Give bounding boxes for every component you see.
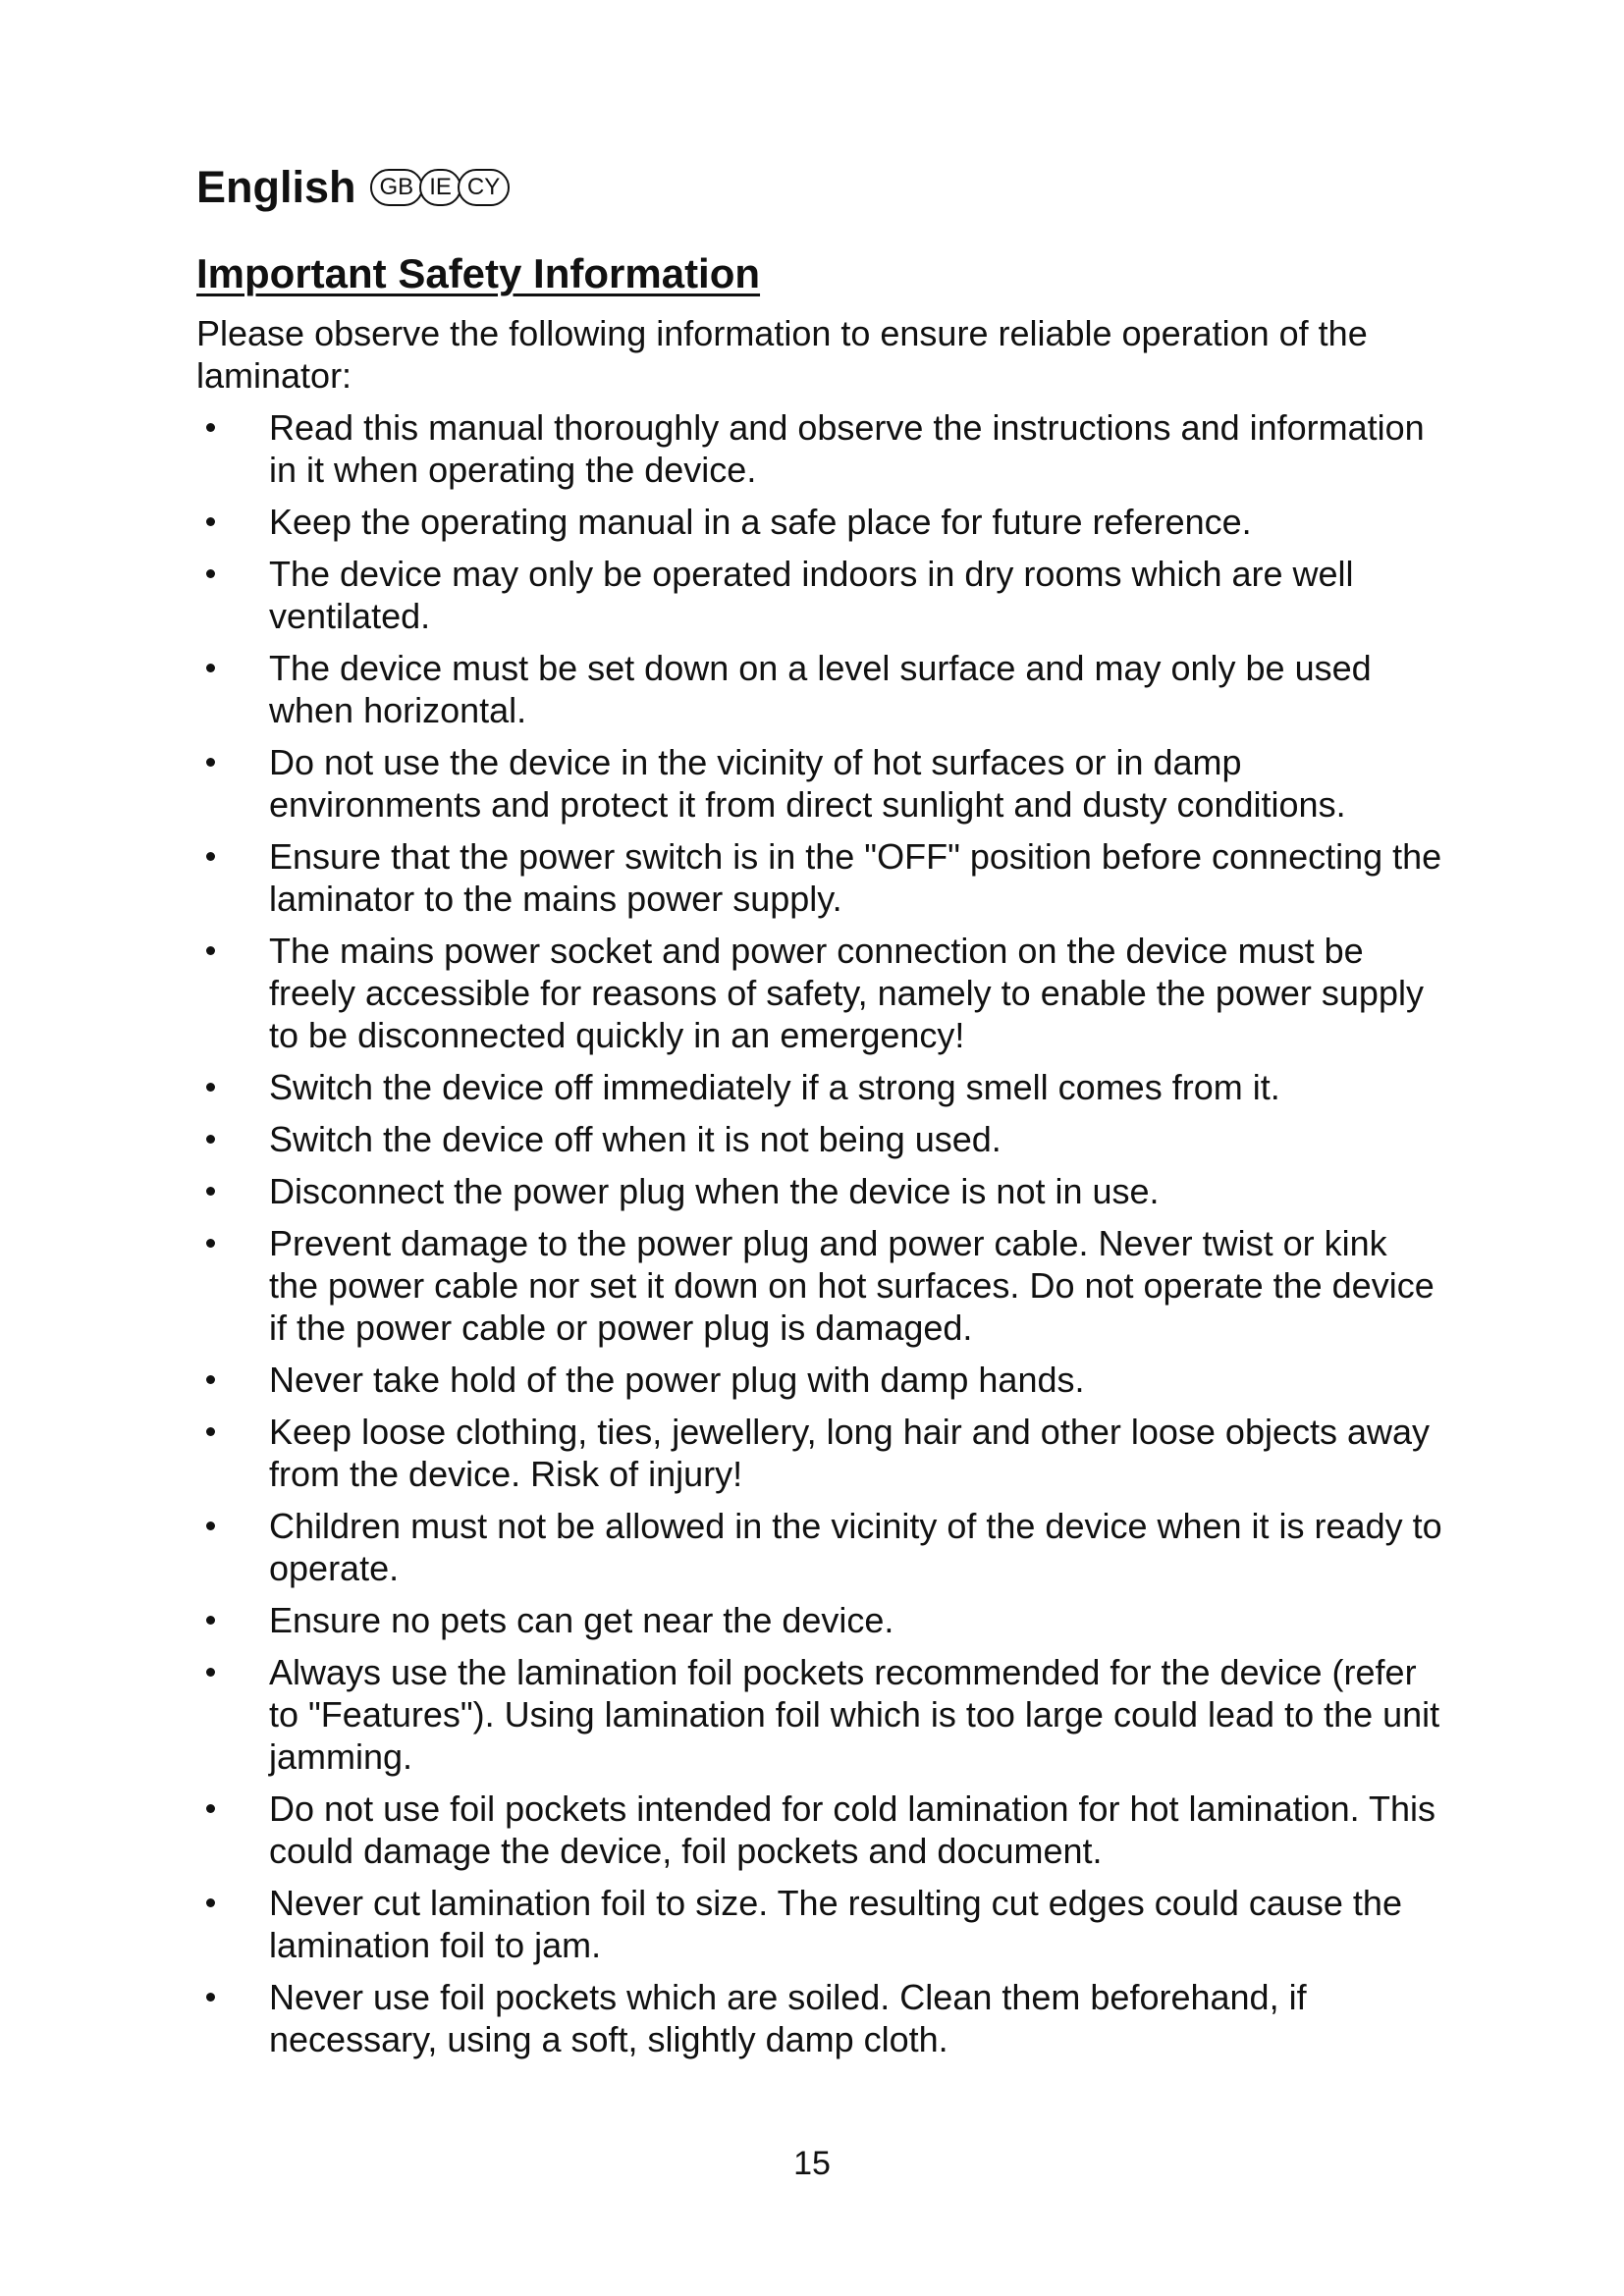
list-item	[196, 553, 1443, 637]
bullet-icon	[206, 1616, 215, 1625]
list-item-text: Children must not be allowed in the vicinity of the device when it is ready to operate.	[269, 1506, 1442, 1588]
bullet-icon	[206, 1083, 215, 1092]
list-item-text: Never cut lamination foil to size. The resulting cut edges could cause the lamination foil to jam.	[269, 1883, 1402, 1965]
bullet-icon	[206, 1187, 215, 1196]
list-item-text: Switch the device off immediately if a strong smell comes from it.	[269, 1067, 1280, 1107]
list-item-text: Read this manual thoroughly and observe the instructions and information in it when operating the device.	[269, 407, 1425, 490]
bullet-icon	[206, 423, 215, 432]
list-item	[196, 647, 1443, 731]
list-item-text: The device must be set down on a level surface and may only be used when horizontal.	[269, 648, 1372, 730]
bullet-icon	[206, 1993, 215, 2002]
list-item-text: Never use foil pockets which are soiled. Clean them beforehand, if necessary, using a soft, slightly damp cloth.	[269, 1977, 1307, 2059]
list-item	[196, 1599, 1443, 1641]
bullet-icon	[206, 1804, 215, 1813]
list-item-text: Disconnect the power plug when the device is not in use.	[269, 1171, 1160, 1211]
list-item	[196, 1411, 1443, 1495]
list-item	[196, 501, 1443, 543]
bullet-icon	[206, 1898, 215, 1907]
language-heading	[196, 162, 510, 213]
bullet-icon	[206, 1522, 215, 1530]
section-content	[196, 312, 1443, 2070]
list-item	[196, 1882, 1443, 1966]
safety-list	[196, 406, 1443, 2060]
bullet-icon	[206, 852, 215, 861]
list-item-text: Switch the device off when it is not being used.	[269, 1119, 1001, 1159]
bullet-icon	[206, 1135, 215, 1144]
bullet-icon	[206, 1239, 215, 1248]
list-item	[196, 406, 1443, 491]
list-item	[196, 930, 1443, 1056]
list-item-text: Prevent damage to the power plug and power cable. Never twist or kink the power cable nor set it down on hot surfaces. Do not operate the device if the power cable or power plug is damaged.	[269, 1223, 1435, 1348]
country-badges	[374, 169, 511, 206]
list-item	[196, 1651, 1443, 1778]
page-number: 15	[793, 2145, 831, 2182]
list-item	[196, 1222, 1443, 1349]
list-item	[196, 1976, 1443, 2060]
bullet-icon	[206, 664, 215, 672]
bullet-icon	[206, 1375, 215, 1384]
country-badge-gb: GB	[370, 169, 424, 206]
list-item-text: Do not use the device in the vicinity of hot surfaces or in damp environments and protect it from direct sunlight and dusty conditions.	[269, 742, 1346, 825]
bullet-icon	[206, 758, 215, 767]
list-item	[196, 1066, 1443, 1108]
section-title: Important Safety Information	[196, 250, 761, 296]
list-item-text: The mains power socket and power connection on the device must be freely accessible for reasons of safety, namely to enable the power supply to be disconnected quickly in an emergency!	[269, 931, 1424, 1055]
country-badge-ie: IE	[419, 169, 461, 206]
list-item-text: Keep loose clothing, ties, jewellery, long hair and other loose objects away from the device. Risk of injury!	[269, 1412, 1431, 1494]
list-item-text: Do not use foil pockets intended for cold lamination for hot lamination. This could damage the device, foil pockets and document.	[269, 1789, 1435, 1871]
intro-paragraph: Please observe the following information to ensure reliable operation of the laminator:	[196, 313, 1368, 396]
list-item	[196, 1170, 1443, 1212]
country-badge-cy: CY	[458, 169, 510, 206]
bullet-icon	[206, 946, 215, 955]
list-item-text: The device may only be operated indoors in dry rooms which are well ventilated.	[269, 554, 1354, 636]
list-item	[196, 835, 1443, 920]
list-item	[196, 1359, 1443, 1401]
list-item-text: Ensure no pets can get near the device.	[269, 1600, 894, 1640]
list-item	[196, 741, 1443, 826]
bullet-icon	[206, 569, 215, 578]
list-item	[196, 1118, 1443, 1160]
bullet-icon	[206, 1668, 215, 1677]
list-item-text: Ensure that the power switch is in the "OFF" position before connecting the laminator to the mains power supply.	[269, 836, 1442, 919]
list-item-text: Never take hold of the power plug with damp hands.	[269, 1360, 1085, 1400]
list-item-text: Keep the operating manual in a safe place for future reference.	[269, 502, 1252, 542]
list-item	[196, 1788, 1443, 1872]
list-item	[196, 1505, 1443, 1589]
language-title: English	[196, 162, 356, 212]
bullet-icon	[206, 517, 215, 526]
bullet-icon	[206, 1427, 215, 1436]
list-item-text: Always use the lamination foil pockets recommended for the device (refer to "Features"). Using lamination foil which is too large could lead to the unit jamming.	[269, 1652, 1440, 1777]
